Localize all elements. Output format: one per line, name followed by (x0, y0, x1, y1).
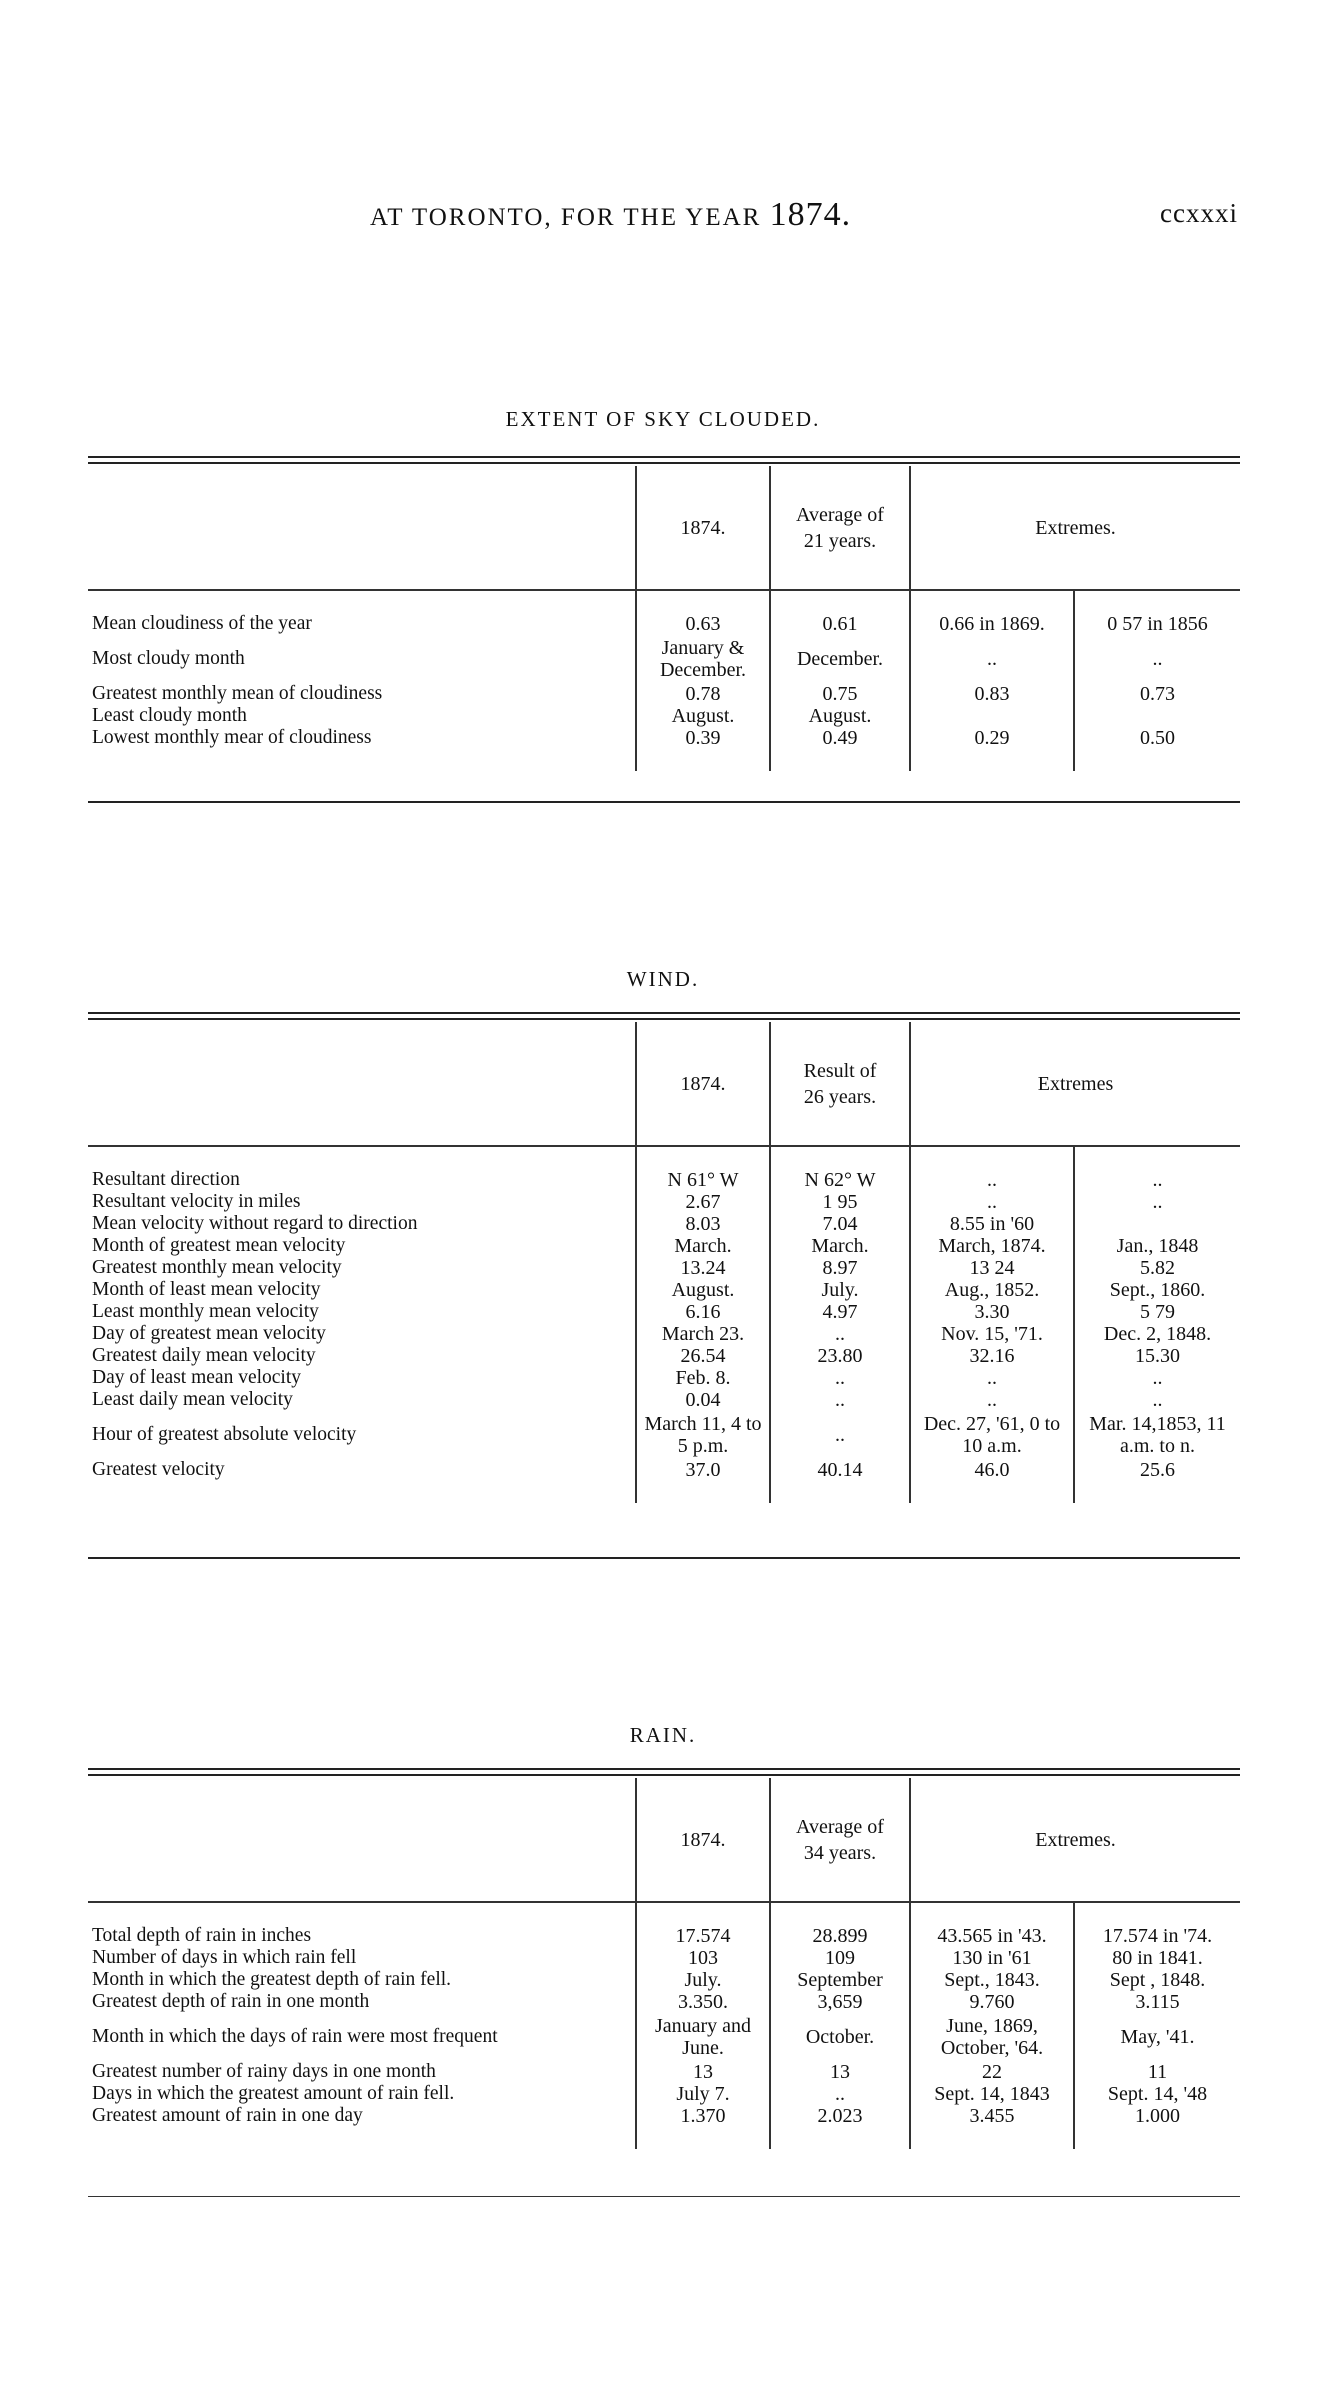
rain-row-label: Number of days in which rain fell (92, 1947, 357, 1968)
rain-table (88, 1778, 1240, 2149)
rain-row-extreme-high: 22 (910, 2061, 1074, 2083)
rain-header-extremes: Extremes. (910, 1778, 1240, 1902)
cloud-table-row (88, 705, 1240, 727)
wind-row-year-value: 13.24 (636, 1257, 770, 1279)
cloud-row-extreme-low: .. (1074, 635, 1240, 683)
cloud-row-label: Most cloudy month (92, 648, 245, 669)
wind-row-extreme-low (1074, 1213, 1240, 1235)
page-folio: ccxxxi (1160, 198, 1238, 228)
cloud-row-average-value: 0.61 (770, 613, 910, 635)
wind-table-row (88, 1411, 1240, 1459)
wind-row-average-value: N 62° W (770, 1169, 910, 1191)
rain-header-year: 1874. (636, 1778, 770, 1902)
wind-header-year: 1874. (636, 1022, 770, 1146)
wind-row-extreme-high: .. (910, 1389, 1074, 1411)
wind-row-average-value: 40.14 (770, 1459, 910, 1481)
rain-row-year-value: 17.574 (636, 1925, 770, 1947)
wind-row-year-value: March 11, 4 to 5 p.m. (636, 1411, 770, 1459)
wind-row-year-value: March 23. (636, 1323, 770, 1345)
cloud-row-average-value: December. (770, 635, 910, 683)
wind-row-label: Day of greatest mean velocity (92, 1323, 326, 1344)
rain-row-year-value: 3.350. (636, 1991, 770, 2013)
cloud-top-rule (88, 456, 1240, 464)
wind-row-average-value: .. (770, 1323, 910, 1345)
wind-row-year-value: 0.04 (636, 1389, 770, 1411)
rain-table-row (88, 1969, 1240, 1991)
wind-top-rule (88, 1012, 1240, 1020)
wind-header-extremes: Extremes (910, 1022, 1240, 1146)
cloud-row-extreme-high: 0.66 in 1869. (910, 613, 1074, 635)
cloud-header-average: Average of 21 years. (770, 466, 910, 590)
wind-row-average-value: July. (770, 1279, 910, 1301)
rain-row-average-value: 2.023 (770, 2105, 910, 2127)
wind-row-average-value: .. (770, 1389, 910, 1411)
wind-row-extreme-low: 25.6 (1074, 1459, 1240, 1481)
rain-table-row (88, 1925, 1240, 1947)
rain-table-row (88, 1947, 1240, 1969)
cloud-table-row (88, 635, 1240, 683)
wind-row-label: Resultant direction (92, 1169, 240, 1190)
rain-table-row (88, 2083, 1240, 2105)
rain-row-average-value: 13 (770, 2061, 910, 2083)
cloud-row-year-value: 0.63 (636, 613, 770, 635)
wind-row-extreme-low: Mar. 14,1853, 11 a.m. to n. (1074, 1411, 1240, 1459)
cloud-row-label: Greatest monthly mean of cloudiness (92, 683, 383, 704)
cloud-bottom-rule (88, 801, 1240, 803)
rain-header-blank (88, 1778, 636, 1902)
rain-row-label: Greatest depth of rain in one month (92, 1991, 370, 2012)
wind-table-row (88, 1191, 1240, 1213)
rain-row-average-value: 109 (770, 1947, 910, 1969)
rain-row-extreme-low: May, '41. (1074, 2013, 1240, 2061)
cloud-table-row (88, 683, 1240, 705)
rain-row-year-value: January and June. (636, 2013, 770, 2061)
cloud-row-label: Lowest monthly mear of cloudiness (92, 727, 372, 748)
cloud-row-extreme-low: 0 57 in 1856 (1074, 613, 1240, 635)
wind-row-year-value: 6.16 (636, 1301, 770, 1323)
rain-header-average: Average of 34 years. (770, 1778, 910, 1902)
rain-row-average-value: 28.899 (770, 1925, 910, 1947)
wind-bottom-rule (88, 1557, 1240, 1559)
wind-row-extreme-high: Dec. 27, '61, 0 to 10 a.m. (910, 1411, 1074, 1459)
wind-row-average-value: .. (770, 1367, 910, 1389)
rain-row-year-value: July. (636, 1969, 770, 1991)
rain-row-average-value: October. (770, 2013, 910, 2061)
wind-row-extreme-high: Aug., 1852. (910, 1279, 1074, 1301)
wind-table (88, 1022, 1240, 1503)
rain-row-extreme-low: 17.574 in '74. (1074, 1925, 1240, 1947)
wind-row-extreme-low: Sept., 1860. (1074, 1279, 1240, 1301)
wind-row-extreme-low: 5 79 (1074, 1301, 1240, 1323)
rain-row-label: Month in which the days of rain were most frequent (92, 2026, 498, 2047)
wind-row-label: Month of greatest mean velocity (92, 1235, 346, 1256)
wind-row-extreme-low: Dec. 2, 1848. (1074, 1323, 1240, 1345)
wind-table-row (88, 1235, 1240, 1257)
rain-row-average-value: .. (770, 2083, 910, 2105)
wind-row-year-value: March. (636, 1235, 770, 1257)
wind-row-average-value: March. (770, 1235, 910, 1257)
rain-row-label: Total depth of rain in inches (92, 1925, 312, 1946)
page-title-year: 1874. (769, 196, 852, 233)
cloud-header-year: 1874. (636, 466, 770, 590)
wind-table-row (88, 1323, 1240, 1345)
wind-row-extreme-high: 13 24 (910, 1257, 1074, 1279)
wind-row-extreme-high: .. (910, 1191, 1074, 1213)
cloud-row-year-value: 0.78 (636, 683, 770, 705)
cloud-row-label: Mean cloudiness of the year (92, 613, 312, 634)
cloud-row-label: Least cloudy month (92, 705, 247, 726)
rain-row-extreme-low: Sept , 1848. (1074, 1969, 1240, 1991)
cloud-row-extreme-high: 0.29 (910, 727, 1074, 749)
cloud-table-body (88, 590, 1240, 771)
wind-row-year-value: Feb. 8. (636, 1367, 770, 1389)
wind-table-body (88, 1146, 1240, 1503)
wind-table-row (88, 1213, 1240, 1235)
wind-header-result: Result of 26 years. (770, 1022, 910, 1146)
wind-table-row (88, 1345, 1240, 1367)
cloud-row-average-value: 0.49 (770, 727, 910, 749)
page-title (370, 196, 851, 234)
wind-row-label: Greatest velocity (92, 1459, 225, 1480)
cloud-row-extreme-high: .. (910, 635, 1074, 683)
rain-row-extreme-high: Sept. 14, 1843 (910, 2083, 1074, 2105)
rain-row-extreme-high: Sept., 1843. (910, 1969, 1074, 1991)
wind-row-extreme-high: March, 1874. (910, 1235, 1074, 1257)
wind-table-row (88, 1459, 1240, 1481)
rain-table-row (88, 2105, 1240, 2127)
cloud-row-average-value: August. (770, 705, 910, 727)
rain-top-rule (88, 1768, 1240, 1776)
page-title-text: AT TORONTO, FOR THE YEAR (370, 204, 770, 231)
rain-table-body (88, 1902, 1240, 2149)
wind-row-label: Least daily mean velocity (92, 1389, 293, 1410)
wind-table-row (88, 1169, 1240, 1191)
rain-row-extreme-low: 11 (1074, 2061, 1240, 2083)
rain-table-row (88, 1991, 1240, 2013)
wind-row-year-value: 37.0 (636, 1459, 770, 1481)
wind-row-extreme-high: 32.16 (910, 1345, 1074, 1367)
wind-row-average-value: 23.80 (770, 1345, 910, 1367)
wind-table-row (88, 1389, 1240, 1411)
rain-bottom-rule (88, 2196, 1240, 2197)
rain-row-extreme-low: 1.000 (1074, 2105, 1240, 2127)
rain-row-average-value: 3,659 (770, 1991, 910, 2013)
wind-section-title: WIND. (626, 967, 700, 991)
cloud-section-title: EXTENT OF SKY CLOUDED. (505, 407, 821, 431)
wind-row-year-value: August. (636, 1279, 770, 1301)
wind-row-average-value: 4.97 (770, 1301, 910, 1323)
wind-row-average-value: 8.97 (770, 1257, 910, 1279)
cloud-row-year-value: August. (636, 705, 770, 727)
cloud-header-blank (88, 466, 636, 590)
cloud-row-extreme-low (1074, 705, 1240, 727)
rain-row-label: Days in which the greatest amount of rain fell. (92, 2083, 455, 2104)
cloud-row-extreme-low: 0.73 (1074, 683, 1240, 705)
wind-row-extreme-low: .. (1074, 1389, 1240, 1411)
wind-header-blank (88, 1022, 636, 1146)
wind-row-extreme-low: 15.30 (1074, 1345, 1240, 1367)
cloud-row-year-value: January & December. (636, 635, 770, 683)
rain-row-year-value: 13 (636, 2061, 770, 2083)
rain-table-row (88, 2061, 1240, 2083)
rain-row-extreme-low: 80 in 1841. (1074, 1947, 1240, 1969)
running-head (0, 196, 1326, 236)
wind-table-row (88, 1301, 1240, 1323)
cloud-table-row (88, 613, 1240, 635)
rain-row-extreme-high: 43.565 in '43. (910, 1925, 1074, 1947)
wind-row-label: Day of least mean velocity (92, 1367, 302, 1388)
rain-row-year-value: 103 (636, 1947, 770, 1969)
wind-row-average-value: 7.04 (770, 1213, 910, 1235)
wind-row-year-value: N 61° W (636, 1169, 770, 1191)
wind-row-year-value: 26.54 (636, 1345, 770, 1367)
rain-row-average-value: September (770, 1969, 910, 1991)
wind-row-year-value: 8.03 (636, 1213, 770, 1235)
wind-row-label: Greatest monthly mean velocity (92, 1257, 342, 1278)
rain-row-extreme-low: 3.115 (1074, 1991, 1240, 2013)
rain-row-extreme-high: June, 1869, October, '64. (910, 2013, 1074, 2061)
wind-table-row (88, 1279, 1240, 1301)
rain-row-extreme-low: Sept. 14, '48 (1074, 2083, 1240, 2105)
wind-row-extreme-high: 3.30 (910, 1301, 1074, 1323)
cloud-table-row (88, 727, 1240, 749)
rain-row-year-value: July 7. (636, 2083, 770, 2105)
wind-row-extreme-low: .. (1074, 1367, 1240, 1389)
wind-row-label: Least monthly mean velocity (92, 1301, 319, 1322)
wind-row-label: Greatest daily mean velocity (92, 1345, 316, 1366)
wind-row-label: Resultant velocity in miles (92, 1191, 301, 1212)
wind-table-row (88, 1257, 1240, 1279)
wind-row-extreme-low: .. (1074, 1169, 1240, 1191)
wind-row-extreme-high: Nov. 15, '71. (910, 1323, 1074, 1345)
wind-row-year-value: 2.67 (636, 1191, 770, 1213)
wind-row-extreme-high: .. (910, 1169, 1074, 1191)
cloud-row-extreme-high (910, 705, 1074, 727)
rain-row-label: Greatest amount of rain in one day (92, 2105, 363, 2126)
wind-row-extreme-high: 46.0 (910, 1459, 1074, 1481)
rain-row-extreme-high: 130 in '61 (910, 1947, 1074, 1969)
rain-row-year-value: 1.370 (636, 2105, 770, 2127)
rain-section-title: RAIN. (629, 1723, 697, 1747)
rain-row-extreme-high: 3.455 (910, 2105, 1074, 2127)
wind-row-extreme-low: .. (1074, 1191, 1240, 1213)
cloud-row-extreme-high: 0.83 (910, 683, 1074, 705)
rain-row-extreme-high: 9.760 (910, 1991, 1074, 2013)
wind-row-label: Month of least mean velocity (92, 1279, 321, 1300)
cloud-row-extreme-low: 0.50 (1074, 727, 1240, 749)
wind-row-extreme-low: Jan., 1848 (1074, 1235, 1240, 1257)
rain-row-label: Greatest number of rainy days in one month (92, 2061, 436, 2082)
rain-row-label: Month in which the greatest depth of rain fell. (92, 1969, 452, 1990)
cloud-row-year-value: 0.39 (636, 727, 770, 749)
wind-row-average-value: 1 95 (770, 1191, 910, 1213)
wind-table-row (88, 1367, 1240, 1389)
wind-row-label: Hour of greatest absolute velocity (92, 1424, 357, 1445)
wind-row-extreme-high: 8.55 in '60 (910, 1213, 1074, 1235)
cloud-row-average-value: 0.75 (770, 683, 910, 705)
cloud-table (88, 466, 1240, 771)
wind-row-extreme-high: .. (910, 1367, 1074, 1389)
cloud-header-extremes: Extremes. (910, 466, 1240, 590)
rain-table-row (88, 2013, 1240, 2061)
wind-row-label: Mean velocity without regard to direction (92, 1213, 418, 1234)
wind-row-extreme-low: 5.82 (1074, 1257, 1240, 1279)
wind-row-average-value: .. (770, 1411, 910, 1459)
